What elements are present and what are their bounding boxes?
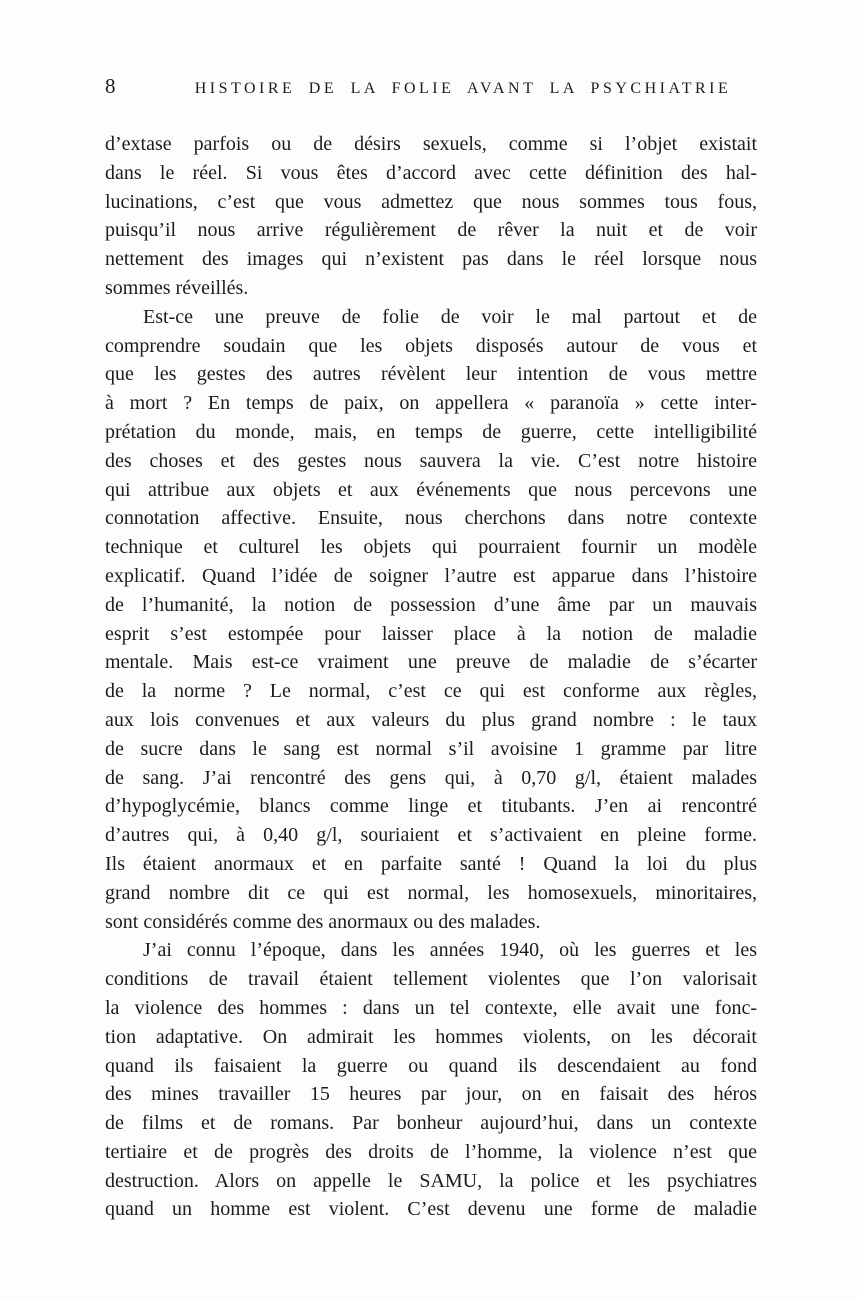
text-line: sont considérés comme des anormaux ou des malades. <box>105 910 541 933</box>
text-line: technique et culturel les objets qui pourraient fournir un modèle <box>105 536 757 559</box>
text-line: explicatif. Quand l’idée de soigner l’autre est apparue dans l’histoire <box>105 564 757 587</box>
text-line: esprit s’est estompée pour laisser place à la notion de maladie <box>105 622 757 645</box>
text-line: prétation du monde, mais, en temps de guerre, cette intelligibilité <box>105 420 757 443</box>
paragraph <box>105 936 757 1224</box>
text-line: destruction. Alors on appelle le SAMU, la police et les psychiatres <box>105 1169 757 1192</box>
text-line: nettement des images qui n’existent pas dans le réel lorsque nous <box>105 248 757 271</box>
text-line: grand nombre dit ce qui est normal, les homosexuels, minoritaires, <box>105 881 757 904</box>
text-line: sommes réveillés. <box>105 276 249 299</box>
text-line: de sang. J’ai rencontré des gens qui, à 0,70 g/l, étaient malades <box>105 766 757 789</box>
text-line: de films et de romans. Par bonheur aujourd’hui, dans un contexte <box>105 1112 757 1135</box>
text-line: que les gestes des autres révèlent leur intention de vous mettre <box>105 363 757 386</box>
text-line: conditions de travail étaient tellement violentes que l’on valorisait <box>105 968 757 991</box>
text-line: des mines travailler 15 heures par jour, on en faisait des héros <box>105 1083 757 1106</box>
text-line: lucinations, c’est que vous admettez que nous sommes tous fous, <box>105 190 757 213</box>
text-line: à mort ? En temps de paix, on appellera « paranoïa » cette inter- <box>105 392 757 415</box>
text-line: quand un homme est violent. C’est devenu une forme de maladie <box>105 1198 757 1221</box>
text-line: Ils étaient anormaux et en parfaite santé ! Quand la loi du plus <box>105 852 757 875</box>
text-line: dans le réel. Si vous êtes d’accord avec cette définition des hal- <box>105 161 757 184</box>
text-line: d’hypoglycémie, blancs comme linge et titubants. J’en ai rencontré <box>105 795 757 818</box>
text-line: la violence des hommes : dans un tel contexte, elle avait une fonc- <box>105 996 757 1019</box>
text-line: tion adaptative. On admirait les hommes violents, on les décorait <box>105 1025 757 1048</box>
text-line: connotation affective. Ensuite, nous cherchons dans notre contexte <box>105 507 757 530</box>
page-number: 8 <box>105 74 116 98</box>
text-line: tertiaire et de progrès des droits de l’homme, la violence n’est que <box>105 1140 757 1163</box>
text-line: puisqu’il nous arrive régulièrement de rêver la nuit et de voir <box>105 219 757 242</box>
text-line: de la norme ? Le normal, c’est ce qui est conforme aux règles, <box>105 680 757 703</box>
text-line: de l’humanité, la notion de possession d’une âme par un mauvais <box>105 593 757 616</box>
text-line: d’extase parfois ou de désirs sexuels, comme si l’objet existait <box>105 133 757 155</box>
text-line: aux lois convenues et aux valeurs du plus grand nombre : le taux <box>105 708 757 731</box>
paragraph <box>105 130 757 303</box>
text-line: J’ai connu l’époque, dans les années 1940, où les guerres et les <box>143 939 757 962</box>
text-line: Est-ce une preuve de folie de voir le mal partout et de <box>143 305 757 328</box>
text-line: qui attribue aux objets et aux événements que nous percevons une <box>105 478 757 501</box>
text-line: des choses et des gestes nous sauvera la vie. C’est notre histoire <box>105 449 757 472</box>
running-title: HISTOIRE DE LA FOLIE AVANT LA PSYCHIATRIE <box>194 80 732 97</box>
page-body <box>105 130 757 1224</box>
page-header <box>105 74 757 99</box>
text-line: mentale. Mais est-ce vraiment une preuve de maladie de s’écarter <box>105 651 757 674</box>
paragraph <box>105 303 757 937</box>
text-line: d’autres qui, à 0,40 g/l, souriaient et s’activaient en pleine forme. <box>105 824 757 847</box>
text-line: quand ils faisaient la guerre ou quand ils descendaient au fond <box>105 1054 757 1077</box>
text-line: comprendre soudain que les objets disposés autour de vous et <box>105 334 757 357</box>
text-line: de sucre dans le sang est normal s’il avoisine 1 gramme par litre <box>105 737 757 760</box>
